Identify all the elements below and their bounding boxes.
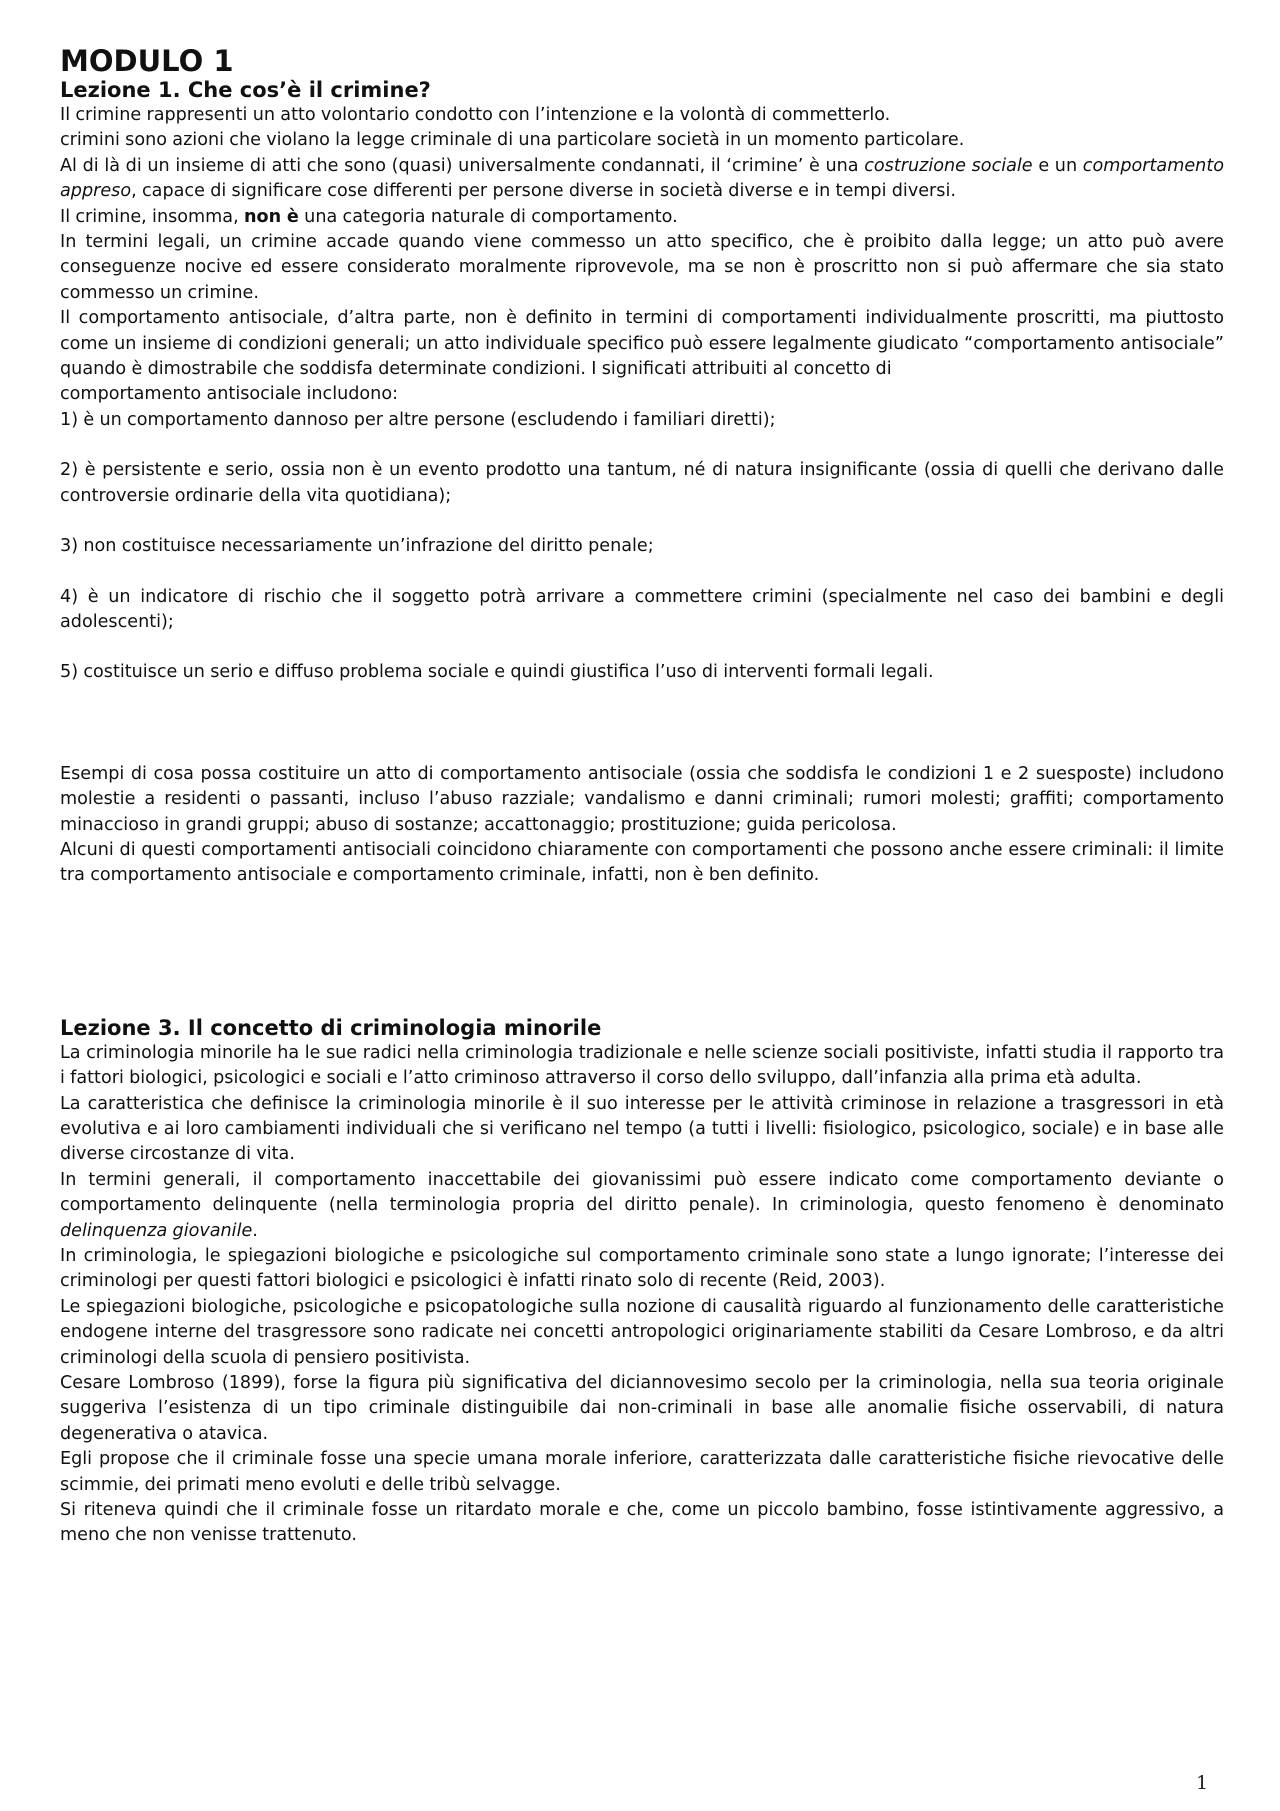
emphasis-text: comportamento appreso <box>60 155 1224 202</box>
lesson-3-paragraph: La criminologia minorile ha le sue radici nella criminologia tradizionale e nelle scienze sociali positiviste, infatti studia il rapporto tra i fattori biologici, psicologici e sociali e l’atto criminoso attraverso il corso dello sviluppo, dall’infanzia alla prima età adulta. <box>60 1042 1224 1089</box>
lesson-1-paragraph: Il crimine, insomma, non è una categoria naturale di comportamento. <box>60 206 678 227</box>
emphasis-text: delinquenza giovanile <box>60 1220 253 1241</box>
lesson-1-paragraph: In termini legali, un crimine accade quando viene commesso un atto specifico, che è proibito dalla legge; un atto può avere conseguenze nocive ed essere considerato moralmente riprovevole, ma se non è proscritto non si può affermare che sia stato commesso un crimine. <box>60 232 1224 303</box>
lesson-3-paragraph: In criminologia, le spiegazioni biologiche e psicologiche sul comportamento criminale sono state a lungo ignorate; l’interesse dei criminologi per questi fattori biologici e psicologici è infatti rinato solo di recente (Reid, 2003). <box>60 1246 1224 1292</box>
lesson-1-paragraph: Al di là di un insieme di atti che sono (quasi) universalmente condannati, il ‘crimine’ è una costruzione sociale e un comportamento appreso, capace di significare cose differenti per persone diverse in società diverse e in tempi diversi. <box>60 155 1224 202</box>
lesson-3-paragraph: La caratteristica che definisce la criminologia minorile è il suo interesse per le attività criminose in relazione a trasgressori in età evolutiva e ai loro cambiamenti individuali che si verificano nel tempo (a tutti i livelli: fisiologico, psicologico, sociale) e in base alle diverse circostanze di vita. <box>60 1093 1224 1165</box>
lesson-3-title: Lezione 3. Il concetto di criminologia minorile <box>60 1015 602 1040</box>
lesson-1-paragraph: Il crimine rappresenti un atto volontario condotto con l’intenzione e la volontà di commetterlo. <box>60 105 891 125</box>
list-item: 1) è un comportamento dannoso per altre persone (escludendo i familiari diretti); <box>60 409 776 430</box>
emphasis-text: costruzione sociale <box>864 155 1033 176</box>
bold-text: non è <box>243 206 299 227</box>
module-title: MODULO 1 <box>60 44 234 78</box>
lesson-3-paragraph: Si riteneva quindi che il criminale fosse un ritardato morale e che, come un piccolo bambino, fosse istintivamente aggressivo, a meno che non venisse trattenuto. <box>60 1500 1224 1546</box>
page-content <box>60 44 1224 1549</box>
lesson-1-paragraph: crimini sono azioni che violano la legge criminale di una particolare società in un momento particolare. <box>60 130 965 151</box>
lesson-1-paragraph: Il comportamento antisociale, d’altra parte, non è definito in termini di comportamenti individualmente proscritti, ma piuttosto come un insieme di condizioni generali; un atto individuale specifico può essere legalmente giudicato “comportamento antisociale” quando è dimostrabile che soddisfa determinate condizioni. I significati attribuiti al concetto di <box>60 308 1224 380</box>
list-item: 3) non costituisce necessariamente un’infrazione del diritto penale; <box>60 536 654 557</box>
lesson-3-paragraph: Egli propose che il criminale fosse una specie umana morale inferiore, caratterizzata dalle caratteristiche fisiche rievocative delle scimmie, dei primati meno evoluti e delle tribù selvagge. <box>60 1449 1224 1495</box>
lesson-3-paragraph: In termini generali, il comportamento inaccettabile dei giovanissimi può essere indicato come comportamento deviante o comportamento delinquente (nella terminologia propria del diritto penale). In criminologia, questo fenomeno è denominato delinquenza giovanile. <box>60 1169 1224 1241</box>
lesson-1-title: Lezione 1. Che cos’è il crimine? <box>60 78 431 102</box>
lesson-1-paragraph: Alcuni di questi comportamenti antisociali coincidono chiaramente con comportamenti che possono anche essere criminali: il limite tra comportamento antisociale e comportamento criminale, infatti, non è ben definito. <box>60 839 1224 886</box>
list-item: 4) è un indicatore di rischio che il soggetto potrà arrivare a commettere crimini (specialmente nel caso dei bambini e degli adolescenti); <box>60 586 1224 632</box>
list-item: 2) è persistente e serio, ossia non è un evento prodotto una tantum, né di natura insignificante (ossia di quelli che derivano dalle controversie ordinarie della vita quotidiana); <box>60 460 1224 506</box>
lesson-3-paragraph: Le spiegazioni biologiche, psicologiche e psicopatologiche sulla nozione di causalità riguardo al funzionamento delle caratteristiche endogene interne del trasgressore sono radicate nei concetti antropologici originariamente stabiliti da Cesare Lombroso, e da altri criminologi della scuola di pensiero positivista. <box>60 1296 1224 1368</box>
list-item: 5) costituisce un serio e diffuso problema sociale e quindi giustifica l’uso di interventi formali legali. <box>60 662 934 683</box>
page-number: 1 <box>1196 1772 1209 1794</box>
lesson-1-paragraph: Esempi di cosa possa costituire un atto di comportamento antisociale (ossia che soddisfa le condizioni 1 e 2 suesposte) includono molestie a residenti o passanti, incluso l’abuso razziale; vandalismo e danni criminali; rumori molesti; graffiti; comportamento minaccioso in grandi gruppi; abuso di sostanze; accattonaggio; prostituzione; guida pericolosa. <box>60 763 1224 835</box>
lesson-3-paragraph: Cesare Lombroso (1899), forse la figura più significativa del diciannovesimo secolo per la criminologia, nella sua teoria originale suggeriva l’esistenza di un tipo criminale distinguibile dai non-criminali in base alle anomalie fisiche osservabili, di natura degenerativa o atavica. <box>60 1373 1224 1444</box>
lesson-1-paragraph: comportamento antisociale includono: <box>60 384 399 405</box>
